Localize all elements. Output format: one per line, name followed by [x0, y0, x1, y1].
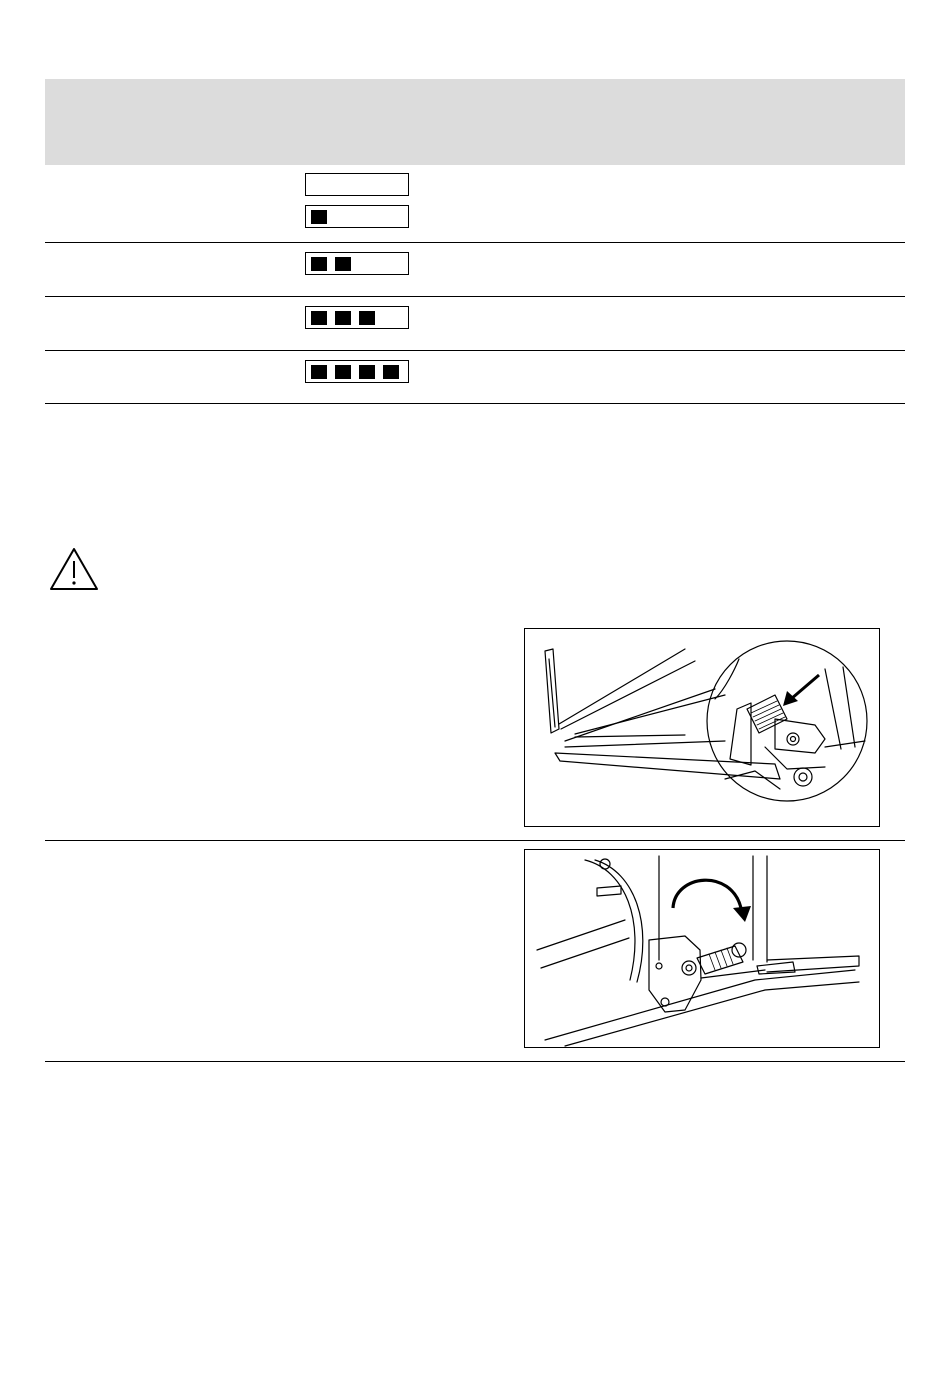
level-indicator-2 — [305, 252, 409, 275]
indicator-segment — [359, 365, 375, 379]
indicator-segment — [335, 257, 351, 271]
section-divider — [45, 840, 905, 841]
arrow-press-icon — [783, 675, 819, 706]
indicator-segment — [335, 365, 351, 379]
hinge-release-illustration — [524, 628, 880, 827]
table-row-divider — [45, 296, 905, 297]
table-row-divider — [45, 350, 905, 351]
level-indicator-4 — [305, 360, 409, 383]
level-indicator-1 — [305, 205, 409, 228]
hinge-lever-rotate-illustration — [524, 849, 880, 1048]
level-indicator-empty — [305, 173, 409, 196]
indicator-segment — [383, 365, 399, 379]
table-bottom-rule — [45, 403, 905, 404]
warning-triangle-icon — [48, 546, 100, 592]
curved-arrow-icon — [673, 880, 751, 922]
indicator-segment — [359, 311, 375, 325]
indicator-segment — [311, 365, 327, 379]
indicator-segment — [311, 311, 327, 325]
section-divider-bottom — [45, 1061, 905, 1062]
indicator-segment — [311, 210, 327, 224]
table-row-divider — [45, 242, 905, 243]
level-indicator-3 — [305, 306, 409, 329]
table-header-band — [45, 79, 905, 165]
indicator-segment — [335, 311, 351, 325]
indicator-segment — [311, 257, 327, 271]
